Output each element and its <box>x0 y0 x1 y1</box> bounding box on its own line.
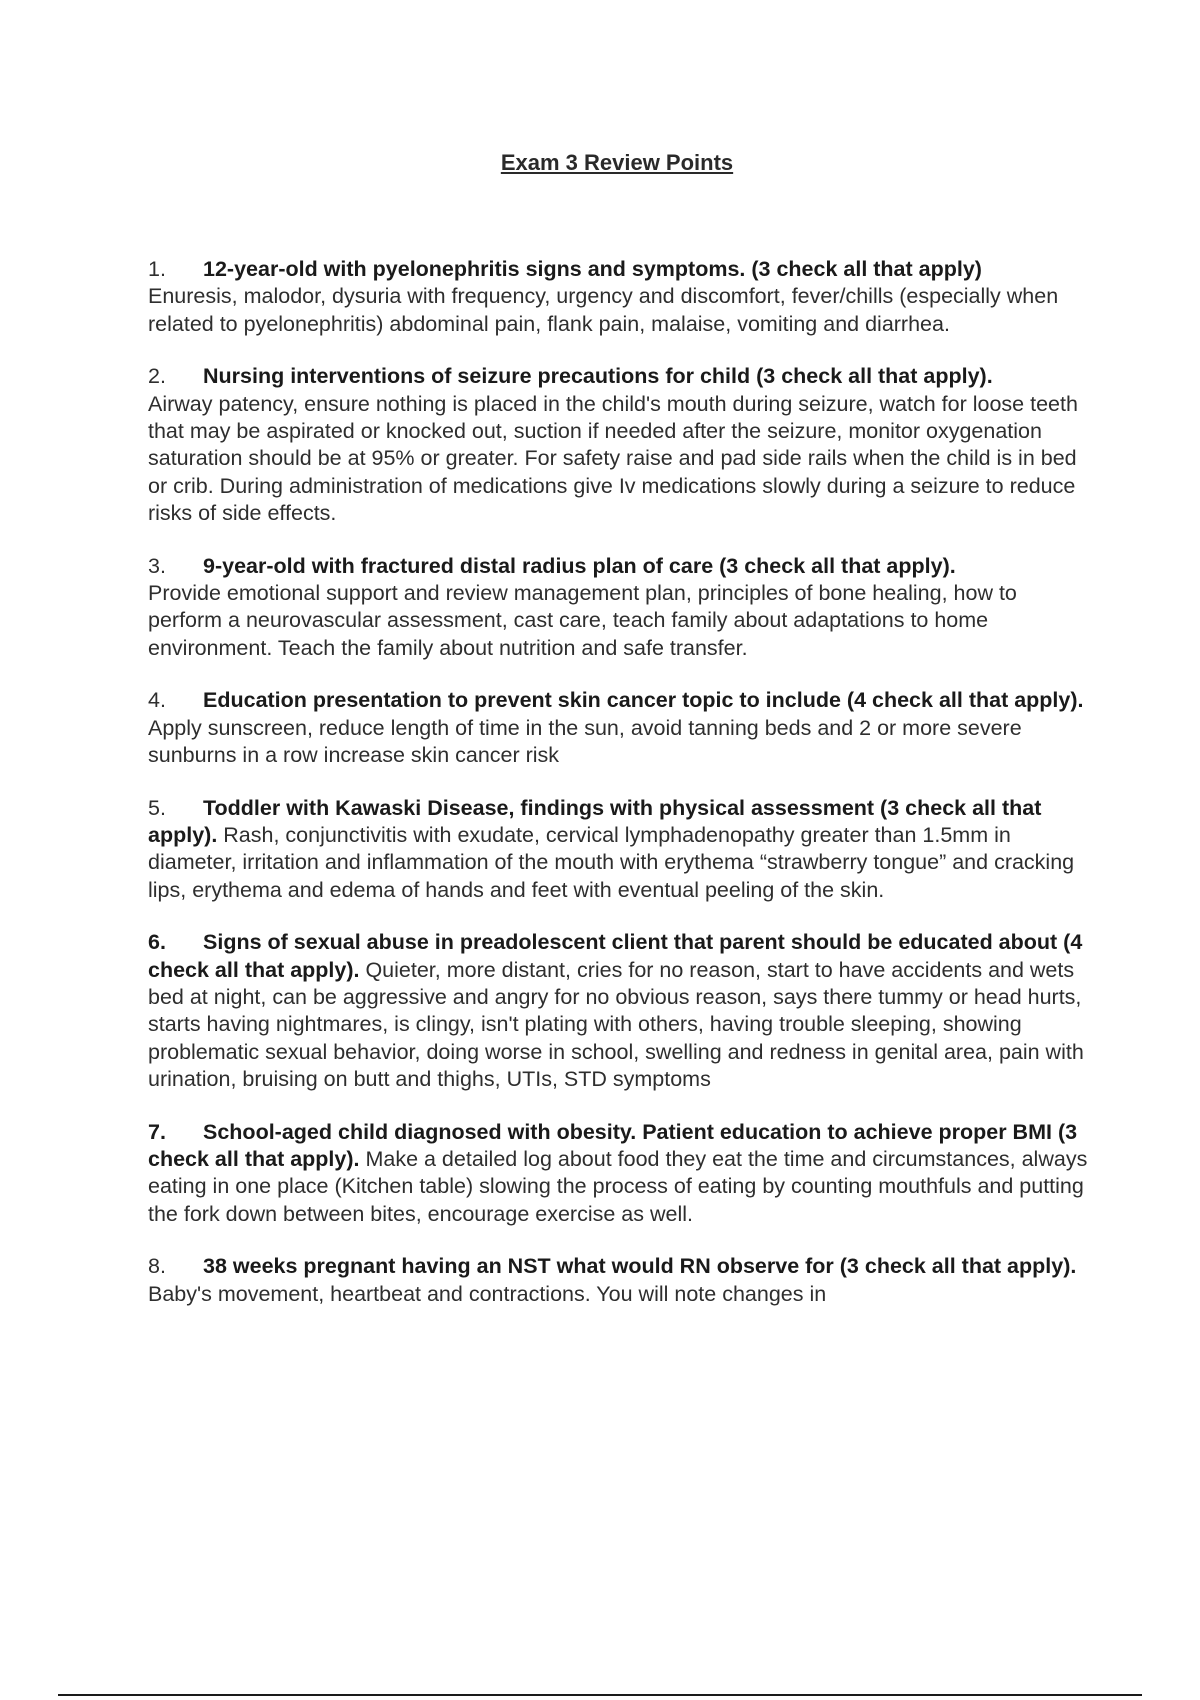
review-list <box>148 256 1088 1333</box>
item-answer: Quieter, more distant, cries for no reason, start to have accidents and wets bed at night, can be aggressive and angry for no obvious reason, says there tummy or head hurts, starts having nightmares, is clingy, isn't plating with others, having trouble sleeping, showing problematic sexual behavior, doing worse in school, swelling and redness in genital area, pain with urination, bruising on butt and thighs, UTIs, STD symptoms <box>148 957 1084 1092</box>
item-number: 3. <box>148 553 166 578</box>
item-question: Toddler with Kawaski Disease, findings with physical assessment (3 check all that apply). <box>148 795 1042 847</box>
item-number: 6. <box>148 930 166 955</box>
page-title: Exam 3 Review Points <box>500 150 734 175</box>
item-question: Nursing interventions of seizure precautions for child (3 check all that apply). <box>203 364 993 389</box>
item-question: 12-year-old with pyelonephritis signs and symptoms. (3 check all that apply) <box>203 257 982 281</box>
item-number: 2. <box>148 364 166 389</box>
list-item <box>148 1119 1088 1229</box>
item-answer: Baby's movement, heartbeat and contractions. You will note changes in <box>148 1281 827 1306</box>
item-answer: Enuresis, malodor, dysuria with frequency, urgency and discomfort, fever/chills (especially when related to pyelonephritis) abdominal pain, flank pain, malaise, vomiting and diarrhea. <box>148 284 1059 336</box>
item-answer: Apply sunscreen, reduce length of time in the sun, avoid tanning beds and 2 or more severe sunburns in a row increase skin cancer risk <box>148 715 1022 768</box>
list-item <box>148 553 1088 663</box>
list-item <box>148 256 1088 338</box>
item-answer: Rash, conjunctivitis with exudate, cervical lymphadenopathy greater than 1.5mm in diameter, irritation and inflammation of the mouth with erythema “strawberry tongue” and cracking lips, erythema and edema of hands and feet with eventual peeling of the skin. <box>148 822 1075 902</box>
list-item <box>148 687 1088 769</box>
item-answer: Airway patency, ensure nothing is placed in the child's mouth during seizure, watch for loose teeth that may be aspirated or knocked out, suction if needed after the seizure, monitor oxygenation saturation should be at 95% or greater. For safety raise and pad side rails when the child is in bed or crib. During administration of medications give Iv medications slowly during a seizure to reduce risks of side effects. <box>148 391 1078 526</box>
item-question: Education presentation to prevent skin cancer topic to include (4 check all that apply). <box>203 688 1084 713</box>
item-number: 5. <box>148 795 166 820</box>
item-question: 38 weeks pregnant having an NST what would RN observe for (3 check all that apply). <box>203 1254 1077 1279</box>
item-number: 7. <box>148 1119 166 1144</box>
item-question: 9-year-old with fractured distal radius plan of care (3 check all that apply). <box>203 553 956 578</box>
item-question: School-aged child diagnosed with obesity. Patient education to achieve proper BMI (3 check all that apply). <box>148 1119 1078 1171</box>
list-item <box>148 1253 1088 1308</box>
list-item <box>148 363 1088 527</box>
item-answer: Make a detailed log about food they eat the time and circumstances, always eating in one place (Kitchen table) slowing the process of eating by counting mouthfuls and putting the fork down between bites, encourage exercise as well. <box>148 1146 1088 1226</box>
item-number: 1. <box>148 257 166 281</box>
item-question: Signs of sexual abuse in preadolescent client that parent should be educated about (4 check all that apply). <box>148 930 1083 982</box>
list-item <box>148 795 1088 905</box>
item-number: 4. <box>148 688 166 713</box>
footer-rule <box>58 1694 1142 1696</box>
item-answer: Provide emotional support and review management plan, principles of bone healing, how to perform a neurovascular assessment, cast care, teach family about adaptations to home environment. Teach the family about nutrition and safe transfer. <box>148 581 1017 660</box>
item-number: 8. <box>148 1254 166 1279</box>
list-item <box>148 929 1088 1093</box>
